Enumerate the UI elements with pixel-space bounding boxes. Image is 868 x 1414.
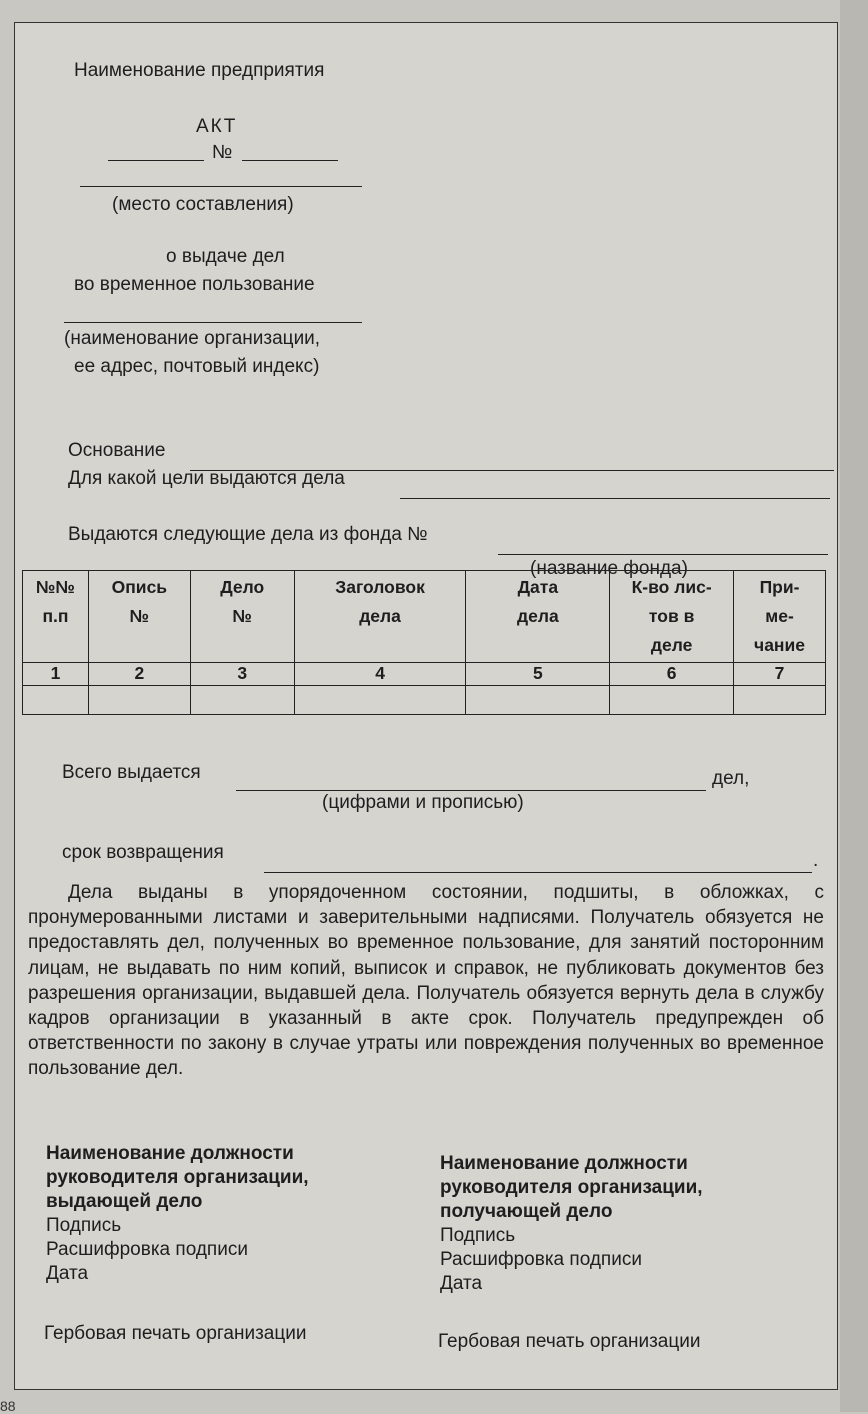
fund-label: Выдаются следующие дела из фонда № — [68, 524, 428, 545]
col-header-title: Заголовок дела — [294, 571, 466, 663]
col-number: 2 — [88, 663, 190, 686]
purpose-line — [400, 498, 830, 499]
issued-suffix: дел, — [712, 768, 750, 789]
col-number: 5 — [466, 663, 610, 686]
act-number-sign: № — [212, 142, 233, 163]
table-cell — [294, 686, 466, 715]
org-caption-1: (наименование организации, — [64, 328, 321, 349]
issuer-seal: Гербовая печать организации — [44, 1323, 307, 1344]
issuer-signature: Подпись — [46, 1215, 122, 1236]
issuer-signature-block — [46, 1142, 309, 1286]
table-header-row — [23, 571, 826, 663]
col-number: 1 — [23, 663, 89, 686]
issuer-title-2: руководителя организации, — [46, 1167, 309, 1188]
page-edge-shadow — [840, 0, 868, 1412]
purpose-label: Для какой цели выдаются дела — [68, 468, 345, 489]
act-title: АКТ — [196, 116, 238, 137]
table-cell — [466, 686, 610, 715]
org-caption-2: ее адрес, почтовый индекс) — [74, 356, 320, 377]
return-suffix: . — [813, 850, 819, 871]
receiver-signature-block — [440, 1152, 703, 1296]
issuer-date: Дата — [46, 1263, 89, 1284]
basis-label: Основание — [68, 440, 166, 461]
issued-line — [236, 790, 706, 791]
table-cell — [88, 686, 190, 715]
fund-line — [498, 554, 828, 555]
table-cell — [190, 686, 294, 715]
col-number: 4 — [294, 663, 466, 686]
place-line — [80, 186, 362, 187]
subject-line-2: во временное пользование — [74, 274, 315, 295]
table-cell — [610, 686, 734, 715]
act-number-line — [242, 160, 338, 161]
return-line — [264, 872, 812, 873]
col-number: 7 — [734, 663, 826, 686]
enterprise-name: Наименование предприятия — [74, 60, 325, 81]
col-header-note: При- ме- чание — [734, 571, 826, 663]
cases-table — [22, 570, 826, 715]
receiver-title-2: руководителя организации, — [440, 1177, 703, 1198]
issuer-title-1: Наименование должности — [46, 1143, 294, 1164]
subject-line-1: о выдаче дел — [166, 246, 285, 267]
col-header-inventory: Опись № — [88, 571, 190, 663]
receiver-title-1: Наименование должности — [440, 1153, 688, 1174]
issuer-title-3: выдающей дело — [46, 1191, 203, 1212]
table-cell — [734, 686, 826, 715]
receiver-title-3: получающей дело — [440, 1201, 613, 1222]
organization-line — [64, 322, 362, 323]
col-header-date: Дата дела — [466, 571, 610, 663]
table-number-row — [23, 663, 826, 686]
return-label: срок возвращения — [62, 842, 224, 863]
col-number: 3 — [190, 663, 294, 686]
issuer-decode: Расшифровка подписи — [46, 1239, 248, 1260]
conditions-paragraph: Дела выданы в упорядоченном состоянии, подшиты, в обложках, с пронумерованными листами и заверительными надписями. Получатель обязуется не предоставлять дел, полученных во временное пользование, для занятий посторонним лицам, не выдавать по ним копий, выписок и справок, не публиковать документов без разрешения организации, выдавшей дела. Получатель обязуется вернуть дела в службу кадров организации в указанный в акте срок. Получатель предупрежден об ответственности по закону в случае утраты или повреждения полученных во временное пользование дел. — [28, 882, 824, 1080]
receiver-signature: Подпись — [440, 1225, 516, 1246]
receiver-seal: Гербовая печать организации — [438, 1331, 701, 1352]
table-cell — [23, 686, 89, 715]
table-row — [23, 686, 826, 715]
col-header-sheets: К-во лис- тов в деле — [610, 571, 734, 663]
col-number: 6 — [610, 663, 734, 686]
issued-caption: (цифрами и прописью) — [322, 792, 524, 813]
receiver-date: Дата — [440, 1273, 483, 1294]
place-caption: (место составления) — [112, 194, 294, 215]
page-number: 88 — [0, 1398, 16, 1414]
act-date-line — [108, 160, 204, 161]
issued-label: Всего выдается — [62, 762, 201, 783]
fund-caption: (название фонда) — [530, 558, 688, 579]
col-header-number: №№ п.п — [23, 571, 89, 663]
col-header-case: Дело № — [190, 571, 294, 663]
receiver-decode: Расшифровка подписи — [440, 1249, 642, 1270]
